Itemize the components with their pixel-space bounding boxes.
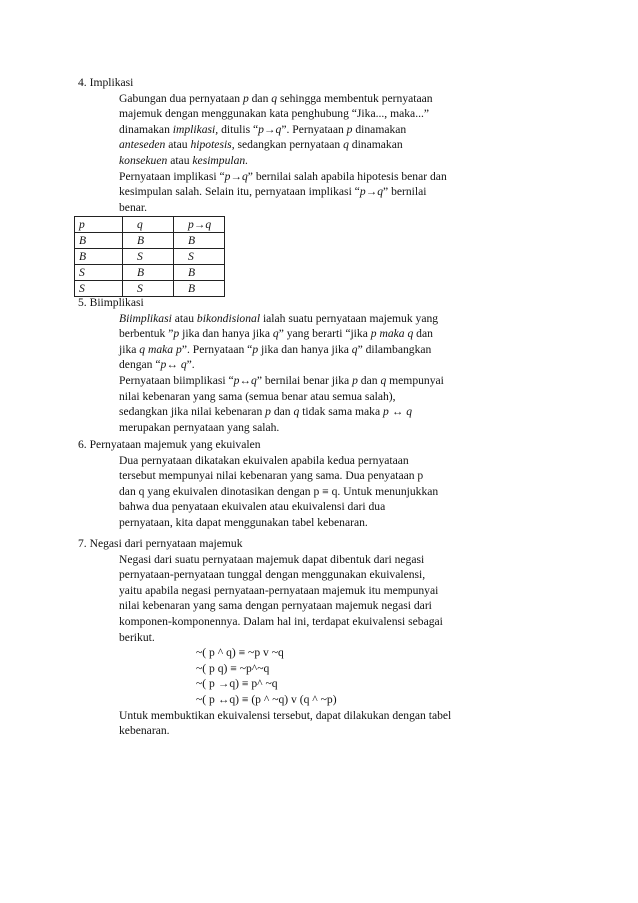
italic-term: p bbox=[265, 405, 271, 419]
italic-term: q bbox=[343, 138, 349, 152]
text-line: Gabungan dua pernyataan p dan q sehingga membentuk pernyataan bbox=[119, 91, 433, 105]
text-line: Biimplikasi atau bikondisional ialah suatu pernyataan majemuk yang bbox=[119, 311, 439, 325]
truth-table-cell: B bbox=[75, 233, 123, 249]
italic-term: p→q bbox=[224, 169, 248, 183]
section-heading: 5. Biimplikasi bbox=[78, 296, 144, 309]
text-line: Dua pernyataan dikatakan ekuivalen apabila kedua pernyataan bbox=[119, 453, 409, 467]
italic-term: Biimplikasi bbox=[119, 311, 172, 325]
section-body bbox=[78, 552, 498, 739]
truth-table-cell: S bbox=[123, 281, 174, 297]
italic-term: p→q bbox=[258, 122, 282, 136]
formula-line: ~( p q) ≡ ~p^~q bbox=[196, 661, 270, 675]
section-heading: 6. Pernyataan majemuk yang ekuivalen bbox=[78, 438, 261, 451]
text-line: pernyataan-pernyataan tunggal dengan menggunakan ekuivalensi, bbox=[119, 568, 426, 582]
text-line: sedangkan jika nilai kebenaran p dan q tidak sama maka p ↔ q bbox=[119, 405, 412, 419]
truth-table-header: q bbox=[123, 217, 174, 233]
text-line: dan q yang ekuivalen dinotasikan dengan p ≡ q. Untuk menunjukkan bbox=[119, 484, 439, 498]
text-line: berbentuk ”p jika dan hanya jika q” yang berarti “jika p maka q dan bbox=[119, 327, 433, 341]
negasi-closing bbox=[119, 708, 498, 739]
truth-table-row bbox=[75, 249, 225, 265]
truth-table-header-row bbox=[75, 217, 225, 233]
italic-term: p maka q bbox=[370, 327, 414, 341]
truth-table-cell: B bbox=[75, 249, 123, 265]
negasi-intro bbox=[119, 552, 498, 646]
text-line: komponen-komponennya. Dalam hal ini, terdapat ekuivalensi sebagai bbox=[119, 614, 443, 628]
italic-term: p→q bbox=[359, 185, 384, 199]
text-line: dengan “p↔ q”. bbox=[119, 358, 195, 372]
italic-term: anteseden bbox=[119, 138, 166, 152]
truth-table-row bbox=[75, 265, 225, 281]
italic-term: kesimpulan. bbox=[192, 153, 249, 167]
italic-term: p bbox=[252, 342, 259, 356]
italic-term: q bbox=[351, 342, 358, 356]
truth-table-implikasi bbox=[74, 216, 225, 297]
italic-term: p bbox=[242, 91, 249, 105]
section-heading: 4. Implikasi bbox=[78, 76, 134, 89]
text-line: Pernyataan implikasi “p→q” bernilai salah apabila hipotesis benar dan bbox=[119, 169, 447, 183]
section-heading: 7. Negasi dari pernyataan majemuk bbox=[78, 537, 243, 550]
italic-term: p bbox=[352, 373, 358, 387]
truth-table-cell: B bbox=[174, 265, 225, 281]
section-implikasi bbox=[78, 75, 498, 297]
italic-term: q bbox=[293, 405, 300, 419]
text-line: kebenaran. bbox=[119, 724, 170, 738]
text-line: majemuk dengan menggunakan kata penghubung “Jika..., maka...” bbox=[119, 107, 430, 121]
truth-table-cell: S bbox=[174, 249, 225, 265]
text-line: jika q maka p”. Pernyataan “p jika dan hanya jika q” dilambangkan bbox=[119, 342, 432, 356]
italic-term: q bbox=[380, 373, 387, 387]
italic-term: konsekuen bbox=[119, 153, 168, 167]
italic-term: q bbox=[272, 327, 279, 341]
text-line: berikut. bbox=[119, 630, 155, 644]
section-biimplikasi bbox=[78, 295, 498, 435]
section-body bbox=[78, 453, 498, 531]
text-line: yaitu apabila negasi pernyataan-pernyataan majemuk itu mempunyai bbox=[119, 583, 439, 597]
truth-table-cell: B bbox=[174, 233, 225, 249]
italic-term: p↔ q bbox=[160, 358, 187, 372]
truth-table-cell: B bbox=[123, 265, 174, 281]
text-line: konsekuen atau kesimpulan. bbox=[119, 153, 249, 167]
italic-term: bikondisional bbox=[196, 311, 261, 325]
formula-line: ~( p ^ q) ≡ ~p v ~q bbox=[196, 646, 284, 660]
text-line: nilai kebenaran yang sama dengan pernyataan majemuk negasi dari bbox=[119, 599, 432, 613]
text-line: Pernyataan biimplikasi “p↔q” bernilai benar jika p dan q mempunyai bbox=[119, 373, 444, 387]
italic-term: implikasi, bbox=[172, 122, 219, 136]
text-line: bahwa dua penyataan ekuivalen atau ekuivalensi dari dua bbox=[119, 500, 386, 514]
text-line: kesimpulan salah. Selain itu, pernyataan implikasi “p→q” bernilai bbox=[119, 185, 427, 199]
italic-term: hipotesis, bbox=[190, 138, 235, 152]
truth-table-header: p bbox=[75, 217, 123, 233]
text-line: Negasi dari suatu pernyataan majemuk dapat dibentuk dari negasi bbox=[119, 552, 425, 566]
text-line: nilai kebenaran yang sama (semua benar atau semua salah), bbox=[119, 389, 396, 403]
text-line: dinamakan implikasi, ditulis “p→q”. Pernyataan p dinamakan bbox=[119, 122, 407, 136]
italic-term: p ↔ q bbox=[383, 405, 412, 419]
formula-list bbox=[119, 645, 498, 707]
section-body bbox=[78, 311, 498, 436]
section-negasi bbox=[78, 536, 498, 739]
truth-table-cell: S bbox=[75, 265, 123, 281]
italic-term: p bbox=[173, 327, 180, 341]
italic-term: p↔q bbox=[233, 373, 257, 387]
truth-table-cell: S bbox=[75, 281, 123, 297]
truth-table-header: p→q bbox=[174, 217, 225, 233]
italic-term: q maka p bbox=[139, 342, 182, 356]
text-line: benar. bbox=[119, 200, 148, 214]
section-ekuivalen bbox=[78, 437, 498, 531]
truth-table-row bbox=[75, 233, 225, 249]
italic-term: p bbox=[346, 122, 353, 136]
text-line: merupakan pernyataan yang salah. bbox=[119, 420, 280, 434]
truth-table-cell: B bbox=[174, 281, 225, 297]
formula-line: ~( p →q) ≡ p^ ~q bbox=[196, 677, 278, 691]
formula-line: ~( p ↔q) ≡ (p ^ ~q) v (q ^ ~p) bbox=[196, 692, 337, 706]
text-line: pernyataan, kita dapat menggunakan tabel kebenaran. bbox=[119, 515, 368, 529]
section-body bbox=[78, 91, 498, 216]
text-line: anteseden atau hipotesis, sedangkan pernyataan q dinamakan bbox=[119, 138, 403, 152]
truth-table-cell: B bbox=[123, 233, 174, 249]
italic-term: q bbox=[271, 91, 278, 105]
text-line: tersebut mempunyai nilai kebenaran yang sama. Dua penyataan p bbox=[119, 469, 424, 483]
truth-table-cell: S bbox=[123, 249, 174, 265]
text-line: Untuk membuktikan ekuivalensi tersebut, dapat dilakukan dengan tabel bbox=[119, 708, 452, 722]
